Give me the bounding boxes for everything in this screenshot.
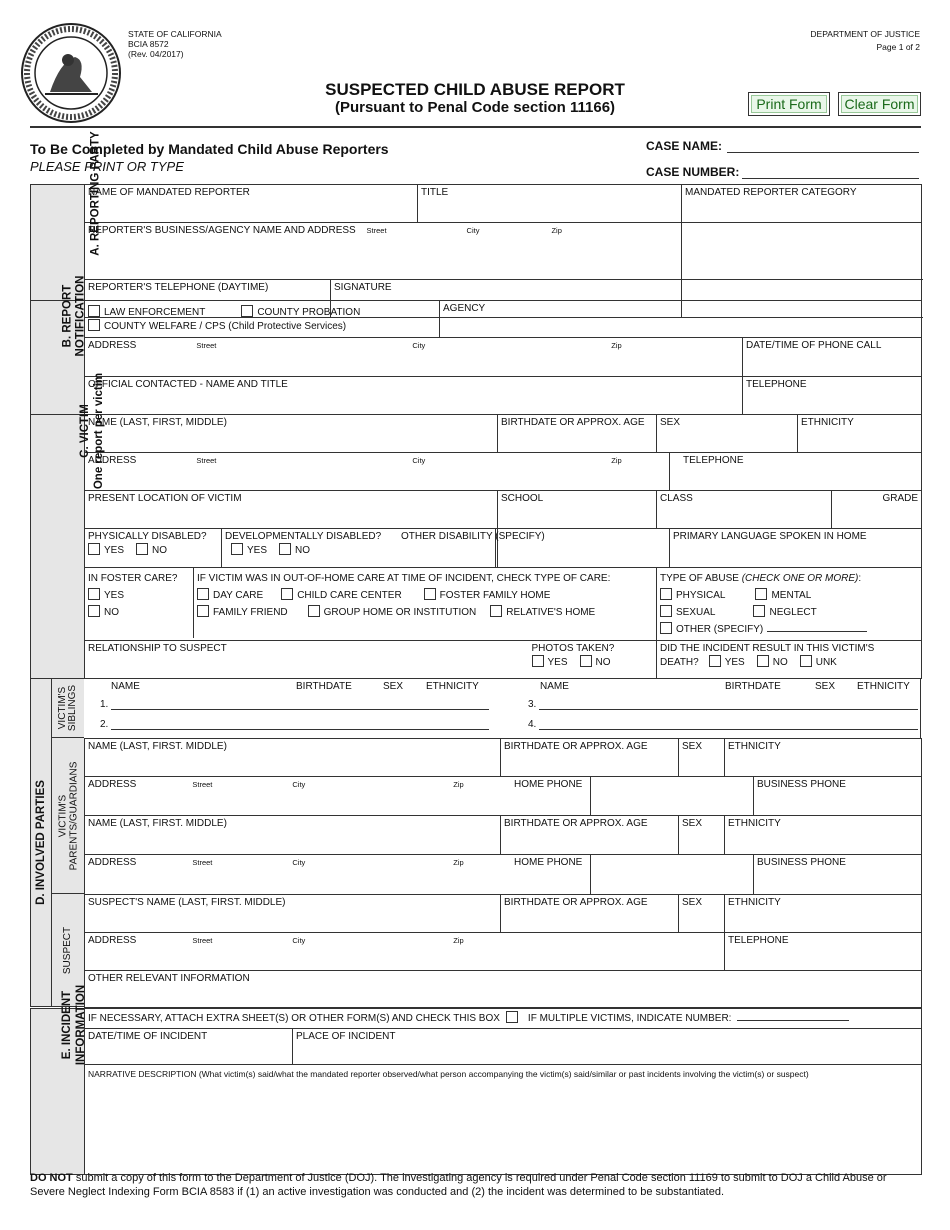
intro-heading: To Be Completed by Mandated Child Abuse Reporters	[30, 141, 389, 157]
page-number: Page 1 of 2	[876, 42, 920, 52]
victim-name-field[interactable]: NAME (LAST, FIRST, MIDDLE)	[85, 415, 498, 453]
suspect-sex-field[interactable]: SEX	[679, 895, 725, 933]
incident-place-field[interactable]: PLACE OF INCIDENT	[293, 1029, 922, 1065]
b-telephone-field[interactable]: TELEPHONE	[743, 377, 922, 415]
death-unk-checkbox[interactable]	[800, 655, 812, 667]
intro-sub: PLEASE PRINT OR TYPE	[30, 159, 184, 174]
parent2-business-phone-field[interactable]: BUSINESS PHONE	[754, 855, 922, 895]
section-a-label: A. REPORTING PARTY	[31, 185, 85, 318]
print-form-button[interactable]: Print Form	[748, 92, 830, 116]
parent2-address-field[interactable]: ADDRESS Street City Zip	[85, 855, 591, 895]
state-label: STATE OF CALIFORNIA	[128, 29, 222, 39]
parent1-name-field[interactable]: NAME (LAST, FIRST. MIDDLE)	[85, 739, 501, 777]
reporter-name-field[interactable]: NAME OF MANDATED REPORTER	[85, 185, 418, 223]
sibling-3-field[interactable]	[539, 698, 918, 710]
phys-yes-checkbox[interactable]	[88, 543, 100, 555]
victim-class-field[interactable]: CLASS	[657, 491, 832, 529]
victim-address-field[interactable]: ADDRESS Street City Zip	[85, 453, 670, 491]
photos-yes-checkbox[interactable]	[532, 655, 544, 667]
county-welfare-checkbox[interactable]	[88, 319, 100, 331]
reporter-category-field[interactable]: MANDATED REPORTER CATEGORY	[682, 185, 922, 223]
parent2-birth-field[interactable]: BIRTHDATE OR APPROX. AGE	[501, 816, 679, 855]
relatives-home-checkbox[interactable]	[490, 605, 502, 617]
case-name-label: CASE NAME:	[646, 139, 723, 153]
phone-call-datetime-field[interactable]: DATE/TIME OF PHONE CALL	[743, 338, 922, 377]
siblings-label: VICTIM'S SIBLINGS	[52, 678, 84, 738]
reporter-title-field[interactable]: TITLE	[418, 185, 682, 223]
victim-sex-field[interactable]: SEX	[657, 415, 798, 453]
victim-ethnicity-field[interactable]: ETHNICITY	[798, 415, 922, 453]
suspect-name-field[interactable]: SUSPECT'S NAME (LAST, FIRST. MIDDLE)	[85, 895, 501, 933]
sibling-1-field[interactable]	[111, 698, 489, 710]
foster-no-checkbox[interactable]	[88, 605, 100, 617]
state-seal	[20, 22, 122, 124]
incident-datetime-field[interactable]: DATE/TIME OF INCIDENT	[85, 1029, 293, 1065]
multiple-victims-field[interactable]	[737, 1011, 849, 1021]
abuse-other-checkbox[interactable]	[660, 622, 672, 634]
parent1-sex-field[interactable]: SEX	[679, 739, 725, 777]
parent1-address-field[interactable]: ADDRESS Street City Zip	[85, 777, 591, 816]
dev-yes-checkbox[interactable]	[231, 543, 243, 555]
section-c-label: C. VICTIM One report per victim	[31, 415, 85, 679]
sibling-2-field[interactable]	[111, 718, 489, 730]
suspect-birth-field[interactable]: BIRTHDATE OR APPROX. AGE	[501, 895, 679, 933]
reporter-phone-field[interactable]: REPORTER'S TELEPHONE (DAYTIME)	[85, 280, 331, 318]
footer-notice: DO NOT submit a copy of this form to the Department of Justice (DOJ). The investigating agency is required under Penal Code section 11169 to submit to DOJ a Child Abuse or Severe Neglect Indexing Form BCIA 8583 if (1) an active investigation was conducted and (2) the incident was determined to be substantiated.	[30, 1172, 887, 1198]
suspect-address-field[interactable]: ADDRESS Street City Zip	[85, 933, 725, 971]
child-care-checkbox[interactable]	[281, 588, 293, 600]
photos-no-checkbox[interactable]	[580, 655, 592, 667]
form-rev: (Rev. 04/2017)	[128, 49, 184, 59]
abuse-other-field[interactable]	[767, 631, 867, 632]
case-number-label: CASE NUMBER:	[646, 165, 740, 179]
parent2-home-phone-field[interactable]: HOME PHONE	[591, 855, 754, 895]
parent1-home-phone-field[interactable]: HOME PHONE	[591, 777, 754, 816]
victim-grade-field[interactable]: GRADE	[832, 491, 922, 529]
abuse-sexual-checkbox[interactable]	[660, 605, 672, 617]
section-e-label: E. INCIDENT INFORMATION	[31, 1009, 85, 1175]
signature-field[interactable]: SIGNATURE	[331, 280, 682, 318]
parent2-sex-field[interactable]: SEX	[679, 816, 725, 855]
parent1-birth-field[interactable]: BIRTHDATE OR APPROX. AGE	[501, 739, 679, 777]
sibling-4-field[interactable]	[539, 718, 918, 730]
clear-form-button[interactable]: Clear Form	[838, 92, 921, 116]
death-yes-checkbox[interactable]	[709, 655, 721, 667]
section-b-report-notification: B. REPORT NOTIFICATION LAW ENFORCEMENT COUNTY PROBATION COUNTY WELFARE / CPS (Child Protective Services) AGENCY ADDRESS Street City Zip DATE/TIME OF PHONE CALL OFFICIAL CONTACTED - NAME AND TITLE TELEPHONE	[30, 300, 922, 415]
agency-field[interactable]: AGENCY	[440, 301, 922, 338]
day-care-checkbox[interactable]	[197, 588, 209, 600]
foster-home-checkbox[interactable]	[424, 588, 436, 600]
narrative-field[interactable]: NARRATIVE DESCRIPTION (What victim(s) said/what the mandated reporter observed/what person accompanying the victim(s) said/similar or past incidents involving the victim(s) or suspect)	[85, 1065, 922, 1175]
victim-telephone-field[interactable]: TELEPHONE	[670, 453, 922, 491]
parent2-eth-field[interactable]: ETHNICITY	[725, 816, 922, 855]
suspect-telephone-field[interactable]: TELEPHONE	[725, 933, 922, 971]
death-no-checkbox[interactable]	[757, 655, 769, 667]
siblings-block: NAME BIRTHDATE SEX ETHNICITY NAME BIRTHDATE SEX ETHNICITY 1. 3. 2. 4.	[84, 678, 921, 738]
parents-suspect-table	[84, 738, 922, 1008]
foster-yes-checkbox[interactable]	[88, 588, 100, 600]
department-label: DEPARTMENT OF JUSTICE	[810, 29, 920, 39]
form-title: SUSPECTED CHILD ABUSE REPORT	[325, 80, 625, 99]
other-relevant-info-field[interactable]: OTHER RELEVANT INFORMATION	[85, 971, 922, 1008]
parents-label: VICTIM'S PARENTS/GUARDIANS	[52, 738, 84, 894]
official-contacted-field[interactable]: OFFICIAL CONTACTED - NAME AND TITLE	[85, 377, 743, 415]
group-home-checkbox[interactable]	[308, 605, 320, 617]
parent1-business-phone-field[interactable]: BUSINESS PHONE	[754, 777, 922, 816]
case-number-field[interactable]	[742, 167, 919, 179]
form-subtitle: (Pursuant to Penal Code section 11166)	[334, 99, 616, 116]
suspect-eth-field[interactable]: ETHNICITY	[725, 895, 922, 933]
section-e-incident: E. INCIDENT INFORMATION IF NECESSARY, ATTACH EXTRA SHEET(S) OR OTHER FORM(S) AND CHECK THIS BOX IF MULTIPLE VICTIMS, INDICATE NUMBER: DATE/TIME OF INCIDENT PLACE OF INCIDENT NARRATIVE DESCRIPTION (What victim(s) said/what the mandated reporter observed/what person accompanying the victim(s) said/similar or past incidents involving the victim(s) or suspect)	[30, 1008, 922, 1175]
victim-school-field[interactable]: SCHOOL	[498, 491, 657, 529]
abuse-mental-checkbox[interactable]	[755, 588, 767, 600]
suspect-label: SUSPECT	[62, 926, 74, 975]
county-probation-checkbox[interactable]	[241, 305, 253, 317]
parent1-eth-field[interactable]: ETHNICITY	[725, 739, 922, 777]
victim-birthdate-field[interactable]: BIRTHDATE OR APPROX. AGE	[498, 415, 657, 453]
b-address-field[interactable]: ADDRESS Street City Zip	[85, 338, 743, 377]
section-c-victim: C. VICTIM One report per victim NAME (LAST, FIRST, MIDDLE) BIRTHDATE OR APPROX. AGE SEX ETHNICITY ADDRESS Street City Zip TELEPHONE PRESENT LOCATION OF VICTIM SCHOOL CLASS GRADE PHYSICALLY DISABLED? YES NO DEVELOPMENTALLY DISABLED? YES NO OTHER DISABILITY (SPECIFY) PRIMARY LANGUAGE SPOKEN IN HOME IN FOSTER CARE? YES NO IF VICTIM WAS IN OUT-OF-HOME CARE AT TIME OF INCIDENT, CHECK TYPE OF CARE: DAY CARE CHILD CARE CENTER FOSTER FAMILY HOME FAMILY FRIEND GROUP HOME OR INSTITUTION RELATIVE'S HOME TYPE OF ABUSE (CHECK ONE OR MORE): PHYSICAL MENTAL SEXUAL NEGLECT OTHER (SPECIFY) RELATIONSHIP TO SUSPECT PHOTOS TAKEN? YES NO DID THE INCIDENT RESULT IN THIS VICTIM'S DEATH? YES NO UNK	[30, 414, 922, 679]
section-b-label: B. REPORT NOTIFICATION	[31, 301, 85, 415]
abuse-physical-checkbox[interactable]	[660, 588, 672, 600]
family-friend-checkbox[interactable]	[197, 605, 209, 617]
primary-language-field[interactable]: PRIMARY LANGUAGE SPOKEN IN HOME	[670, 529, 922, 568]
dev-no-checkbox[interactable]	[279, 543, 291, 555]
victim-location-field[interactable]: PRESENT LOCATION OF VICTIM	[85, 491, 498, 529]
section-d-label: D. INVOLVED PARTIES	[30, 678, 52, 1007]
abuse-neglect-checkbox[interactable]	[753, 605, 765, 617]
phys-no-checkbox[interactable]	[136, 543, 148, 555]
reporter-business-field[interactable]: REPORTER'S BUSINESS/AGENCY NAME AND ADDRESS Street City Zip	[85, 223, 682, 280]
attach-sheets-checkbox[interactable]	[506, 1011, 518, 1023]
law-enforcement-checkbox[interactable]	[88, 305, 100, 317]
parent2-name-field[interactable]: NAME (LAST, FIRST. MIDDLE)	[85, 816, 501, 855]
case-name-field[interactable]	[727, 141, 919, 153]
form-id: BCIA 8572	[128, 39, 169, 49]
other-disability-field[interactable]: OTHER DISABILITY (SPECIFY)	[498, 529, 670, 568]
relationship-field[interactable]: RELATIONSHIP TO SUSPECT	[85, 641, 498, 679]
